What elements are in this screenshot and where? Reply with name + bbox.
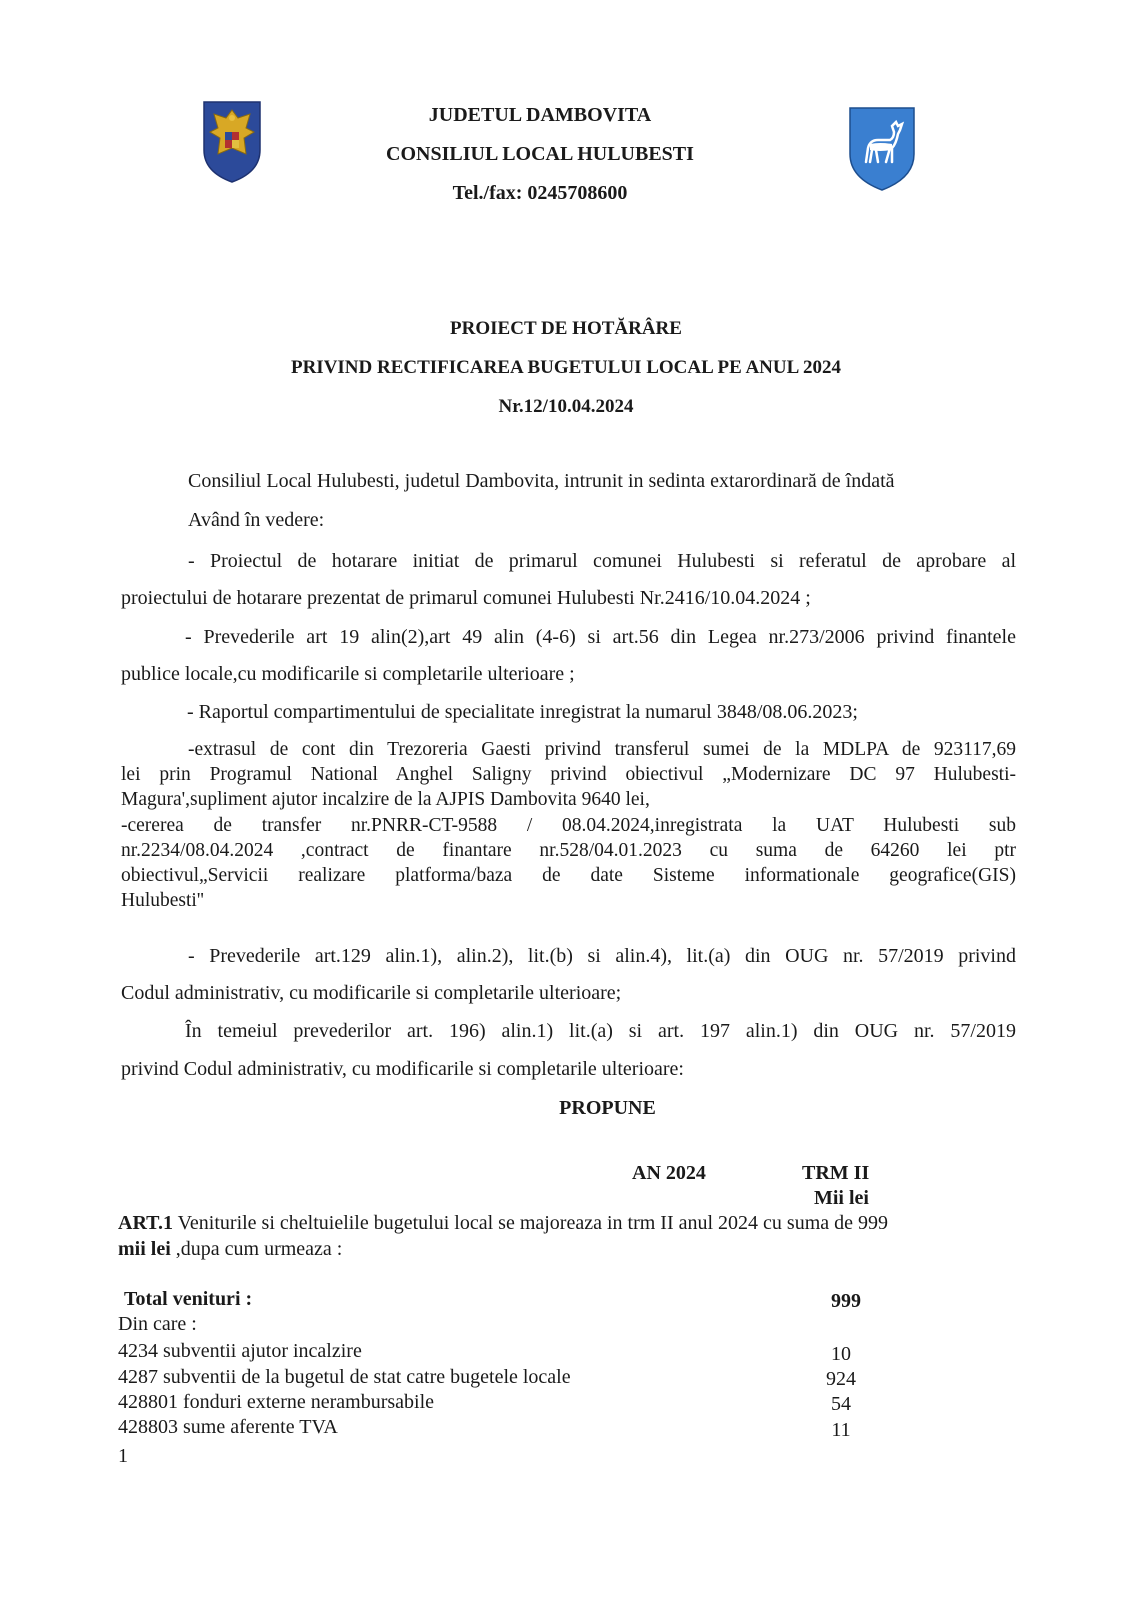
intro-line-15: - Prevederile art.129 alin.1), alin.2), lit.(b) si alin.4), lit.(a) din OUG nr. 57/2019 privind <box>188 945 1016 967</box>
total-revenues-value: 999 <box>831 1290 861 1312</box>
propune-heading: PROPUNE <box>559 1097 656 1119</box>
article-1-label: ART.1 <box>118 1212 174 1234</box>
revenue-item-label: 428803 sume aferente TVA <box>118 1416 338 1438</box>
article-1-text: Veniturile si cheltuielile bugetului local se majoreaza in trm II anul 2024 cu suma de 999 <box>173 1212 889 1234</box>
column-unit: Mii lei <box>814 1187 869 1209</box>
intro-line-9: lei prin Programul National Anghel Saligny privind obiectivul „Modernizare DC 97 Hulubesti- <box>121 764 1016 785</box>
document-subtitle: PRIVIND RECTIFICAREA BUGETULUI LOCAL PE ANUL 2024 <box>290 357 842 378</box>
of-which-label: Din care : <box>118 1313 197 1335</box>
revenue-item-value: 10 <box>831 1343 851 1365</box>
intro-line-3: - Proiectul de hotarare initiat de primarul comunei Hulubesti si referatul de aprobare al <box>188 550 1016 572</box>
article-1 <box>118 1212 888 1235</box>
intro-line-4: proiectului de hotarare prezentat de primarul comunei Hulubesti Nr.2416/10.04.2024 ; <box>121 587 811 609</box>
total-revenues-label: Total venituri : <box>124 1288 253 1310</box>
phone-fax: Tel./fax: 0245708600 <box>452 182 628 204</box>
revenue-item-label: 428801 fonduri externe nerambursabile <box>118 1391 435 1413</box>
column-quarter: TRM II <box>802 1162 870 1184</box>
article-1-line-2 <box>118 1238 342 1261</box>
column-year: AN 2024 <box>632 1162 706 1184</box>
intro-line-16: Codul administrativ, cu modificarile si completarile ulterioare; <box>121 982 622 1004</box>
revenue-item-label: 4234 subventii ajutor incalzire <box>118 1340 362 1362</box>
intro-line-2: Având în vedere: <box>188 509 325 531</box>
revenue-item-label: 4287 subventii de la bugetul de stat catre bugetele locale <box>118 1366 571 1388</box>
revenue-item-value: 924 <box>826 1368 856 1390</box>
intro-line-10: Magura',supliment ajutor incalzire de la AJPIS Dambovita 9640 lei, <box>121 789 650 810</box>
intro-line-12: nr.2234/08.04.2024 ,contract de finantare nr.528/04.01.2023 cu suma de 64260 lei ptr <box>121 840 1016 861</box>
intro-line-7: - Raportul compartimentului de specialitate inregistrat la numarul 3848/08.06.2023; <box>187 701 858 723</box>
intro-line-13: obiectivul„Servicii realizare platforma/baza de date Sisteme informationale geografice(GIS) <box>121 865 1016 886</box>
intro-line-14: Hulubesti'' <box>121 890 204 911</box>
intro-line-6: publice locale,cu modificarile si completarile ulterioare ; <box>121 663 575 685</box>
article-1-unit: mii lei <box>118 1238 171 1260</box>
revenue-item-value: 54 <box>831 1393 851 1415</box>
council-name: CONSILIUL LOCAL HULUBESTI <box>386 143 694 165</box>
intro-line-11: -cererea de transfer nr.PNRR-CT-9588 / 08.04.2024,inregistrata la UAT Hulubesti sub <box>121 815 1016 836</box>
intro-line-17: În temeiul prevederilor art. 196) alin.1) lit.(a) si art. 197 alin.1) din OUG nr. 57/2019 <box>185 1020 1016 1042</box>
intro-line-5: - Prevederile art 19 alin(2),art 49 alin (4-6) si art.56 din Legea nr.273/2006 privind finantele <box>185 626 1016 648</box>
page-number: 1 <box>118 1445 128 1467</box>
revenue-item-value: 11 <box>831 1419 851 1441</box>
article-1-continuation: ,dupa cum urmeaza : <box>170 1238 343 1260</box>
intro-line-8: -extrasul de cont din Trezoreria Gaesti privind transferul sumei de la MDLPA de 923117,69 <box>188 739 1016 760</box>
county-name: JUDETUL DAMBOVITA <box>428 104 652 126</box>
intro-line-1: Consiliul Local Hulubesti, judetul Dambovita, intrunit in sedinta extarordinară de îndată <box>188 470 895 492</box>
document-number: Nr.12/10.04.2024 <box>498 396 634 417</box>
document-title: PROIECT DE HOTĂRÂRE <box>450 318 682 339</box>
intro-line-18: privind Codul administrativ, cu modificarile si completarile ulterioare: <box>121 1058 684 1080</box>
